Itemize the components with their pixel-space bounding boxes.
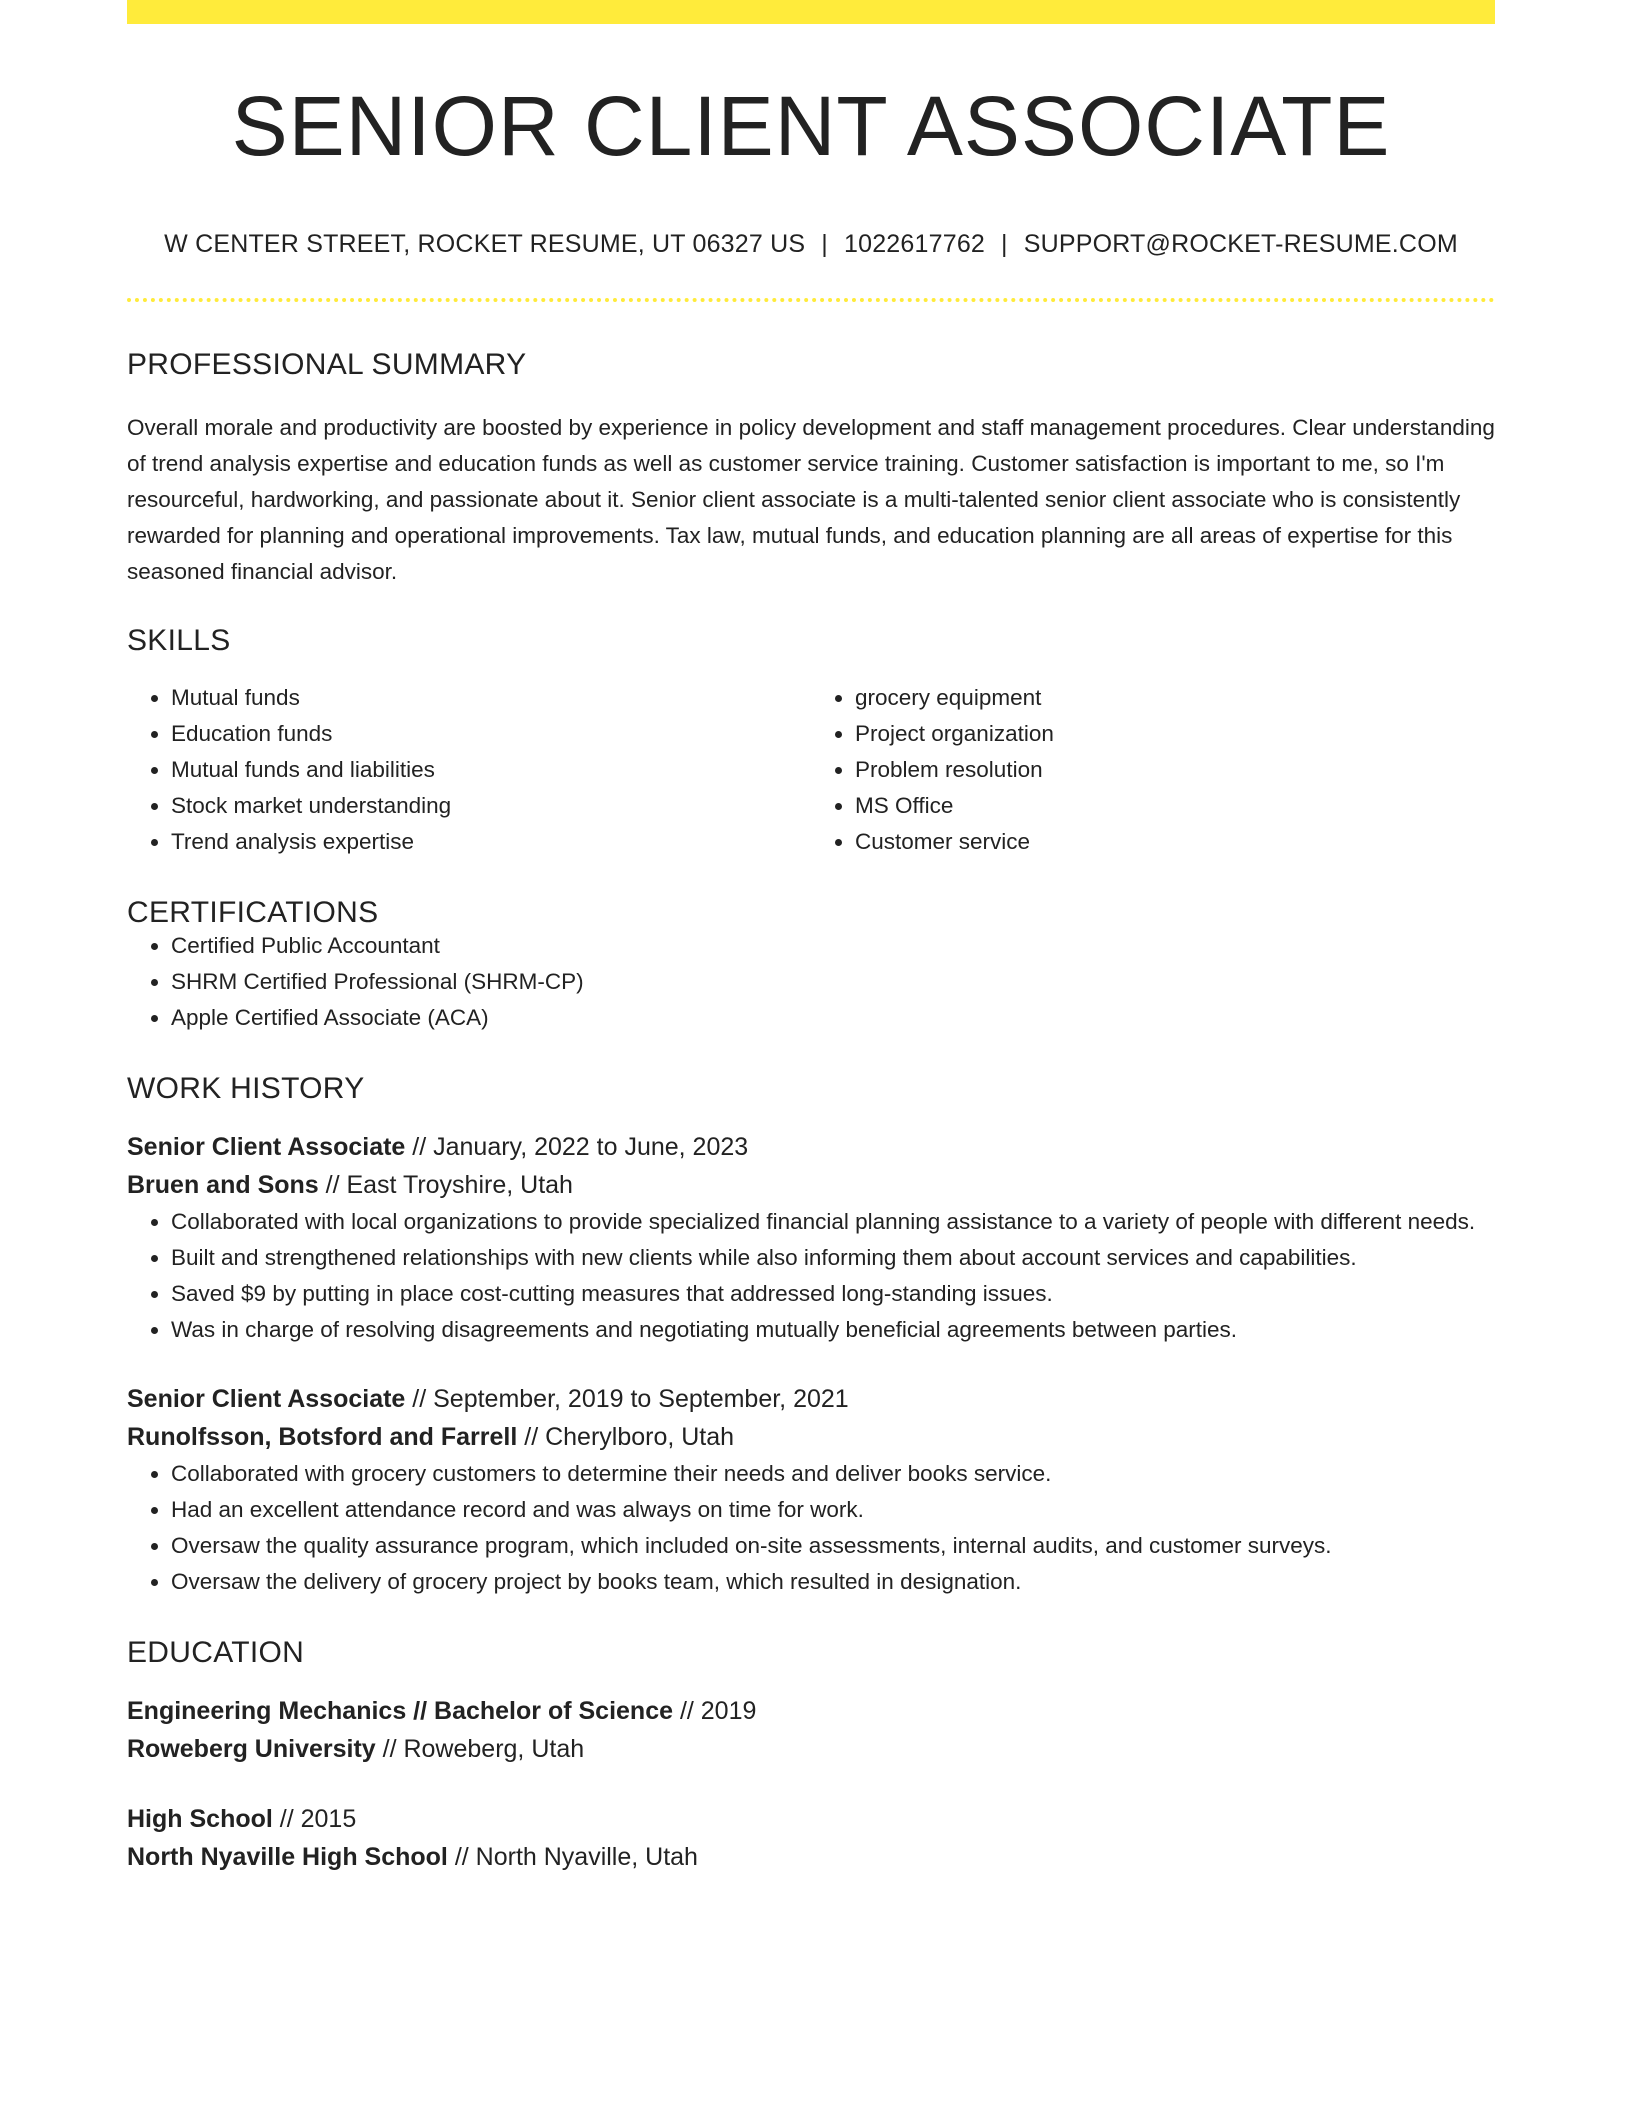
job-role: Senior Client Associate xyxy=(127,1133,406,1161)
job-duty: • Was in charge of resolving disagreements and negotiating mutually beneficial agreements between parties. xyxy=(171,1312,1495,1348)
work-history-heading: WORK HISTORY xyxy=(127,1072,365,1105)
contact-phone: 1022617762 xyxy=(843,230,986,258)
certification-item: • SHRM Certified Professional (SHRM-CP) xyxy=(171,964,1495,1000)
education-school: North Nyaville High School xyxy=(127,1843,448,1871)
job-duties-list xyxy=(127,1456,1495,1600)
contact-email: SUPPORT@ROCKET-RESUME.COM xyxy=(1023,230,1458,258)
education-school: Roweberg University xyxy=(127,1735,376,1763)
skill-item: • Stock market understanding xyxy=(171,788,811,824)
job-role: Senior Client Associate xyxy=(127,1385,406,1413)
certifications-heading: CERTIFICATIONS xyxy=(127,896,379,929)
contact-separator: | xyxy=(821,230,828,258)
skill-item: • Customer service xyxy=(855,824,1495,860)
summary-heading: PROFESSIONAL SUMMARY xyxy=(127,348,527,381)
certification-item: • Certified Public Accountant xyxy=(171,928,1495,964)
summary-paragraph: Overall morale and productivity are boosted by experience in policy development and staff management procedures. Clear understanding of trend analysis expertise and education funds as well as customer service training. Customer satisfaction is important to me, so I'm resourceful, hardworking, and passionate about it. Senior client associate is a multi-talented senior client associate who is consistently rewarded for planning and operational improvements. Tax law, mutual funds, and education planning are all areas of expertise for this seasoned financial advisor. xyxy=(127,415,1495,584)
job-duty: • Collaborated with grocery customers to determine their needs and deliver books service. xyxy=(171,1456,1495,1492)
job-company: Runolfsson, Botsford and Farrell xyxy=(127,1423,518,1451)
education-degree-line xyxy=(127,1800,1495,1838)
skill-item: • Trend analysis expertise xyxy=(171,824,811,860)
education-location: // North Nyaville, Utah xyxy=(447,1843,698,1871)
education-degree: High School xyxy=(127,1805,273,1833)
skill-item: • Mutual funds xyxy=(171,680,811,716)
education-location: // Roweberg, Utah xyxy=(375,1735,585,1763)
candidate-title: SENIOR CLIENT ASSOCIATE xyxy=(231,79,1391,173)
skill-item: • Mutual funds and liabilities xyxy=(171,752,811,788)
skill-item: • grocery equipment xyxy=(855,680,1495,716)
skill-item: • Problem resolution xyxy=(855,752,1495,788)
education-year: // 2015 xyxy=(272,1805,357,1833)
job-duty: • Oversaw the quality assurance program, which included on-site assessments, internal audits, and customer surveys. xyxy=(171,1528,1495,1564)
skills-list-right xyxy=(811,680,1495,860)
certification-item: • Apple Certified Associate (ACA) xyxy=(171,1000,1495,1036)
contact-line xyxy=(127,230,1495,259)
education-year: // 2019 xyxy=(673,1697,757,1725)
job-duty: • Oversaw the delivery of grocery project by books team, which resulted in designation. xyxy=(171,1564,1495,1600)
certifications-list xyxy=(127,928,1495,1036)
job-duty: • Saved $9 by putting in place cost-cutting measures that addressed long-standing issues. xyxy=(171,1276,1495,1312)
skills-list-left xyxy=(127,680,811,860)
education-degree-line xyxy=(127,1692,1495,1730)
resume-page xyxy=(127,0,1495,1876)
job-location: // East Troyshire, Utah xyxy=(318,1171,573,1199)
contact-address: W CENTER STREET, ROCKET RESUME, UT 06327 US xyxy=(164,230,806,258)
job-duties-list xyxy=(127,1204,1495,1348)
education-school-line xyxy=(127,1838,1495,1876)
job-role-line xyxy=(127,1128,1495,1166)
job-dates: // September, 2019 to September, 2021 xyxy=(405,1385,849,1413)
education-school-line xyxy=(127,1730,1495,1768)
job-company-line xyxy=(127,1418,1495,1456)
accent-top-bar xyxy=(127,0,1495,24)
skill-item: • MS Office xyxy=(855,788,1495,824)
job-duty: • Collaborated with local organizations to provide specialized financial planning assistance to a variety of people with different needs. xyxy=(171,1204,1495,1240)
job-duty: • Had an excellent attendance record and was always on time for work. xyxy=(171,1492,1495,1528)
job-dates: // January, 2022 to June, 2023 xyxy=(405,1133,749,1161)
job-location: // Cherylboro, Utah xyxy=(517,1423,735,1451)
job-company-line xyxy=(127,1166,1495,1204)
job-duty: • Built and strengthened relationships with new clients while also informing them about account services and capabilities. xyxy=(171,1240,1495,1276)
education-degree: Engineering Mechanics // Bachelor of Science xyxy=(127,1697,673,1725)
job-role-line xyxy=(127,1380,1495,1418)
skills-columns xyxy=(127,680,1495,860)
education-heading: EDUCATION xyxy=(127,1636,305,1669)
skill-item: • Project organization xyxy=(855,716,1495,752)
skills-heading: SKILLS xyxy=(127,624,231,657)
dotted-divider xyxy=(127,298,1495,302)
job-company: Bruen and Sons xyxy=(127,1171,319,1199)
skill-item: • Education funds xyxy=(171,716,811,752)
contact-separator: | xyxy=(1001,230,1008,258)
